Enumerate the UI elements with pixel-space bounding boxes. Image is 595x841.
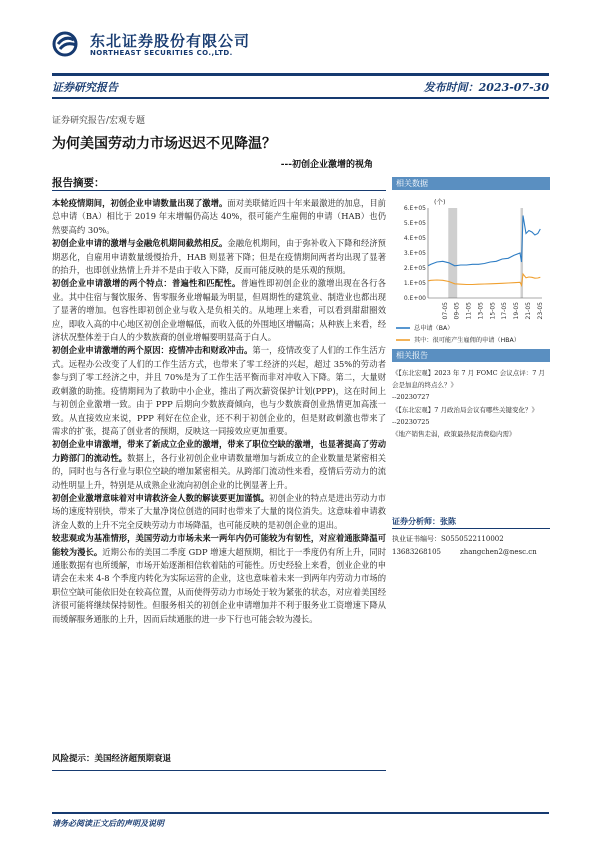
series-line-hba — [428, 274, 540, 285]
related-reports-header: 相关报告 — [392, 349, 550, 362]
header-bottom-rule — [52, 97, 549, 99]
series-line-ba — [428, 216, 540, 266]
paragraph-text: 面对美联储近四十年来最激进的加息，目前总申请（BA）相比于 2019 年末增幅仍高达 40%，很可能产生雇佣的申请（HAB）也仍然要高约 30%。 — [52, 198, 386, 235]
analyst-phone: 13683268105 — [392, 548, 441, 556]
unit-label: (个) — [434, 198, 446, 206]
paragraph-lead: 较悲观或为基准情形，美国劳动力市场未来一两年内仍可能较为有韧性，对应着通胀降温可能较为漫长。 — [52, 533, 386, 557]
x-tick-label: 23-05 — [536, 302, 544, 320]
related-report-date: --20230725 — [392, 417, 430, 426]
paragraph-text: 普遍性即初创企业的激增出现在各行各业。其中住宿与餐饮服务、售零服务业增幅最为明显，但周期性的建筑业、制造业也都出现了显著的增加。包容性即初创企业与收入是负相关的。从地理上来看，可以看到甜甜圈效应，即收入高的中心地区初创企业增幅低，而收入低的外围地区增幅高；从种族上来看，经济状况整体差于白人的少数族裔的创业增幅要明显高于白人。 — [52, 278, 386, 343]
paragraph — [52, 438, 386, 492]
paragraph-text: 初创企业的特点是进出劳动力市场的速度特别快，带来了大量净岗位创造的同时也带来了大量的岗位消失。这意味着申请救济金人数的上升不完全反映劳动力市场降温，也可能反映的是初创企业的退出。 — [52, 492, 386, 530]
footer-rule — [52, 812, 549, 814]
x-tick-label: 15-05 — [489, 302, 497, 320]
applications-line-chart — [392, 190, 550, 360]
paragraph — [52, 237, 386, 277]
paragraph-lead: 初创企业申请激增的两个原因：疫情冲击和财政冲击。 — [52, 345, 253, 356]
related-report-item[interactable]: 《【东北宏观】7 月政治局会议有哪些关键变化？》 — [392, 405, 538, 414]
legend-label: 其中：很可能产生雇佣的申请（HBA） — [414, 337, 520, 344]
paragraph-lead: 本轮疫情期间，初创企业申请数量出现了激增。 — [52, 198, 228, 208]
company-name-cn: 东北证券股份有限公司 — [90, 32, 251, 50]
page-subtitle: ---初创企业激增的视角 — [280, 160, 373, 170]
related-report-date: --20230727 — [392, 393, 430, 402]
report-type: 证券研究报告 — [52, 81, 118, 94]
y-tick-label: 6.E+05 — [403, 205, 426, 212]
risk-warning: 风险提示：美国经济超预期衰退 — [52, 754, 172, 764]
recession-shade — [448, 208, 457, 298]
related-report-item[interactable]: 《【东北宏观】2023 年 7 月 FOMC 会议点评：7 月会是加息的终点么？》 — [392, 369, 545, 390]
publish-date: 发布时间：2023-07-30 — [423, 81, 549, 94]
company-name-en: NORTHEAST SECURITIES CO.,LTD. — [90, 49, 233, 57]
paragraph — [52, 197, 386, 237]
y-tick-label: 3.E+05 — [403, 250, 426, 257]
paragraph-text: 数据上，各行业初创企业申请数量增加与新成立的企业数量是紧密相关的，同时也与各行业与职位空缺的增加紧密相关。从跨部门流动性来看，疫情后劳动力的流动性明显上升，特别是从成熟企业流向初创企业的比例显著上升。 — [52, 452, 386, 490]
header-top-rule — [52, 73, 549, 76]
y-tick-label: 0.E+00 — [403, 295, 426, 302]
y-tick-label: 5.E+05 — [403, 220, 426, 227]
paragraph — [52, 492, 386, 532]
related-data-header: 相关数据 — [392, 177, 550, 190]
x-tick-label: 17-05 — [501, 302, 509, 320]
analyst-name: 证券分析师：张陈 — [392, 516, 550, 529]
analyst-email[interactable]: zhangchen2@nesc.cn — [460, 548, 537, 556]
abstract-body — [52, 197, 386, 626]
analyst-cert: 执业证书编号：S0550522110002 — [392, 535, 504, 543]
y-tick-label: 1.E+05 — [403, 280, 426, 287]
y-tick-label: 4.E+05 — [403, 235, 426, 242]
company-logo-icon — [52, 31, 82, 57]
paragraph-lead: 初创企业申请的激增与金融危机期间截然相反。 — [52, 238, 228, 249]
disclaimer-link[interactable]: 请务必阅读正文后的声明及说明 — [52, 818, 164, 828]
paragraph — [52, 344, 386, 438]
legend-label: 总申请（BA） — [414, 325, 454, 332]
paragraph-lead: 初创企业申请激增，带来了新成立企业的激增，带来了职位空缺的激增，也显著提高了劳动力跨部门的流动性。 — [52, 439, 386, 463]
related-report-item[interactable]: 《地产销售走弱，政策最热促消费稳内需》 — [392, 430, 516, 439]
page-title: 为何美国劳动力市场迟迟不见降温？ — [52, 136, 276, 152]
paragraph — [52, 532, 386, 626]
paragraph-text: 第一，疫情改变了人们的工作生活方式。远程办公改变了人们的工作生活方式，也带来了零工经济的兴起，超过 35%的劳动者参与到了零工经济之中，并且 70%是为了工作生活平衡而非对冲收入下降。第二，大量财政刺激的助推。疫情期间为了救助中小企业，推出了两次薪资保护计划(PPP)，这在时间上与初创企业激增一致。由于 PPP 后期向少数族裔倾向，也与少数族裔创业热情更加高涨一致。从直接效应来说，PPP 利好在位企业，还不利于初创企业的，但是财政刺激也带来了需求的扩张，提高了创业者的预期，反映这一同接效应更加重要。 — [52, 345, 386, 436]
x-tick-label: 07-05 — [441, 302, 449, 320]
x-tick-label: 19-05 — [513, 302, 521, 320]
breadcrumb: 证券研究报告/宏观专题 — [52, 116, 146, 126]
risk-divider — [52, 770, 386, 771]
abstract-label: 报告摘要： — [52, 177, 105, 189]
x-tick-label: 21-05 — [524, 302, 532, 320]
paragraph-lead: 初创企业申请激增的两个特点：普遍性和匹配性。 — [52, 278, 241, 289]
paragraph-lead: 初创企业激增意味着对申请救济金人数的解读要更加谨慎。 — [52, 492, 270, 503]
abstract-divider — [52, 190, 386, 191]
paragraph — [52, 277, 386, 344]
paragraph-text: 金融危机期间，由于弥补收入下降和经济预期恶化，自雇用申请数量缓慢抬升，HAB 则显著下降；但是在疫情期间两者均出现了显著的抬升，也即创业热情上升并不是由于收入下降，反而可能反映的是乐观的预期。 — [52, 238, 386, 276]
y-tick-label: 2.E+05 — [403, 265, 426, 272]
related-reports-list — [392, 367, 550, 440]
x-tick-label: 09-05 — [453, 302, 461, 320]
x-tick-label: 11-05 — [465, 302, 473, 320]
x-tick-label: 13-05 — [477, 302, 485, 320]
paragraph-text: 近期公布的美国二季度 GDP 增速大超预期，相比于一季度仍有所上升，同时通胀数据有也所缓解，市场开始逐渐相信软着陆的可能性。历史经验上来看，创业企业的申请会在未来 4-8 个季度内转化为实际运营的企业，这也意味着未来一到两年内劳动力市场的职位空缺可能依旧处在较高位置，从而使得劳动力市场处于较为紧张的状态，对应着美国经济很可能将继续保持韧性。但服务相关的初创企业申请增加并不利于服务业工资增速下降从而缓解服务通胀的上升，因而后续通胀的进一步下行也可能会较为漫长。 — [52, 546, 386, 624]
